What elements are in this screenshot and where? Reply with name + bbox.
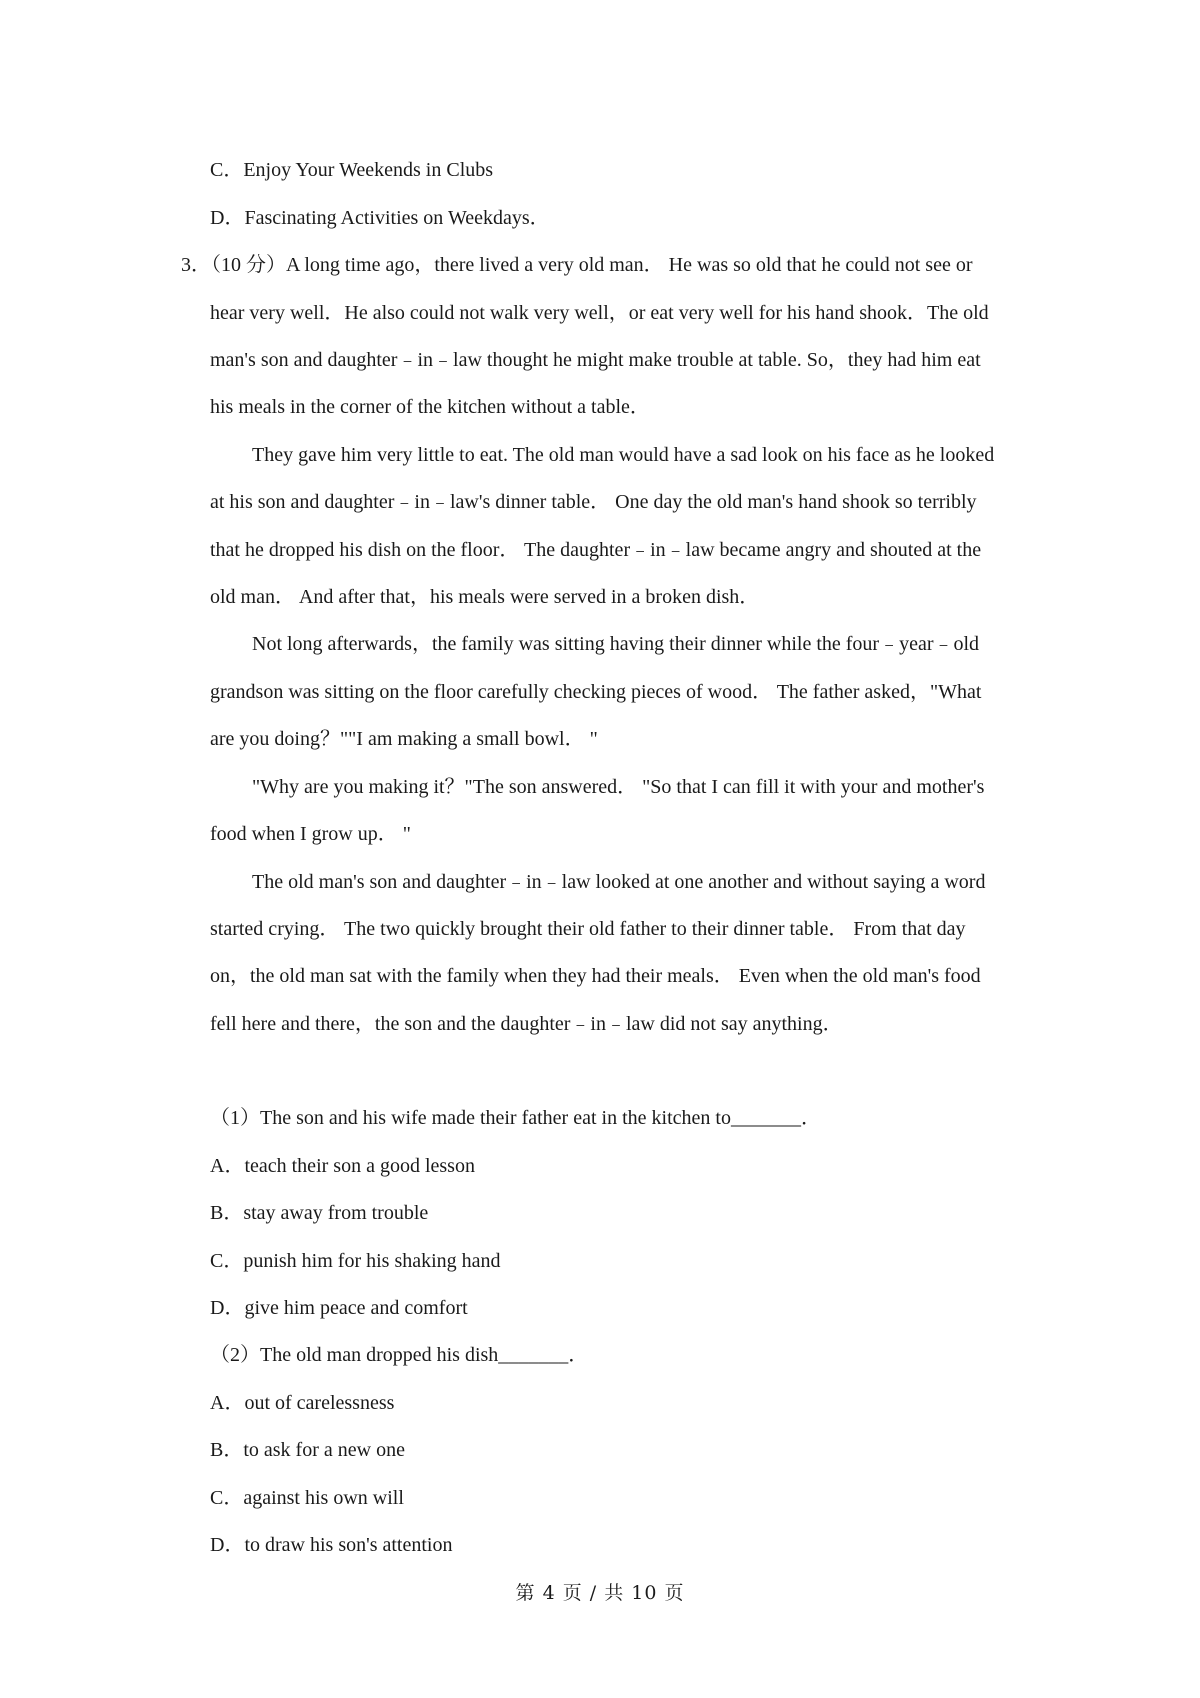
sub2-option-c: C．against his own will — [210, 1487, 404, 1509]
sub-question-1-stem: （1）The son and his wife made their father eat in the kitchen to_______． — [210, 1107, 821, 1129]
passage-line: food when I grow up． " — [210, 823, 411, 845]
passage-line: man's son and daughter﹣in﹣law thought he might make trouble at table. So，they had him eat — [210, 349, 981, 371]
page-footer: 第 4 页 / 共 10 页 — [515, 1582, 685, 1604]
sub-question-2-stem: （2）The old man dropped his dish_______． — [210, 1344, 589, 1366]
sub1-option-a: A．teach their son a good lesson — [210, 1155, 475, 1177]
passage-line: "Why are you making it？"The son answered． "So that I can fill it with your and mother's — [252, 776, 985, 798]
sub1-option-d: D．give him peace and comfort — [210, 1297, 468, 1319]
passage-line: that he dropped his dish on the floor． The daughter﹣in﹣law became angry and shouted at the — [210, 539, 982, 561]
option-d-prev: D．Fascinating Activities on Weekdays． — [210, 207, 550, 229]
passage-line: started crying． The two quickly brought their old father to their dinner table． From that day — [210, 918, 966, 940]
passage-line: hear very well．He also could not walk very well，or eat very well for his hand shook．The old — [210, 302, 989, 324]
sub1-option-c: C．punish him for his shaking hand — [210, 1250, 501, 1272]
passage-line: fell here and there，the son and the daughter﹣in﹣law did not say anything． — [210, 1013, 843, 1035]
sub2-option-b: B．to ask for a new one — [210, 1439, 405, 1461]
sub1-option-b: B．stay away from trouble — [210, 1202, 429, 1224]
passage-line: grandson was sitting on the floor carefully checking pieces of wood． The father asked，"What — [210, 681, 982, 703]
passage-line: are you doing？""I am making a small bowl． " — [210, 728, 598, 750]
sub2-option-a: A．out of carelessness — [210, 1392, 395, 1414]
passage-line: old man． And after that，his meals were served in a broken dish． — [210, 586, 760, 608]
question-3-header: 3．（10 分）A long time ago，there lived a very old man． He was so old that he could not see or — [181, 254, 973, 276]
passage-line: They gave him very little to eat. The old man would have a sad look on his face as he looked — [252, 444, 995, 466]
passage-line: on，the old man sat with the family when they had their meals． Even when the old man's food — [210, 965, 981, 987]
passage-line: Not long afterwards，the family was sitting having their dinner while the four﹣year﹣old — [252, 633, 980, 655]
option-c-prev: C．Enjoy Your Weekends in Clubs — [210, 159, 494, 181]
passage-line: at his son and daughter﹣in﹣law's dinner table． One day the old man's hand shook so terribly — [210, 491, 977, 513]
passage-line: The old man's son and daughter﹣in﹣law looked at one another and without saying a word — [252, 871, 986, 893]
sub2-option-d: D．to draw his son's attention — [210, 1534, 453, 1556]
passage-line: his meals in the corner of the kitchen without a table． — [210, 396, 650, 418]
